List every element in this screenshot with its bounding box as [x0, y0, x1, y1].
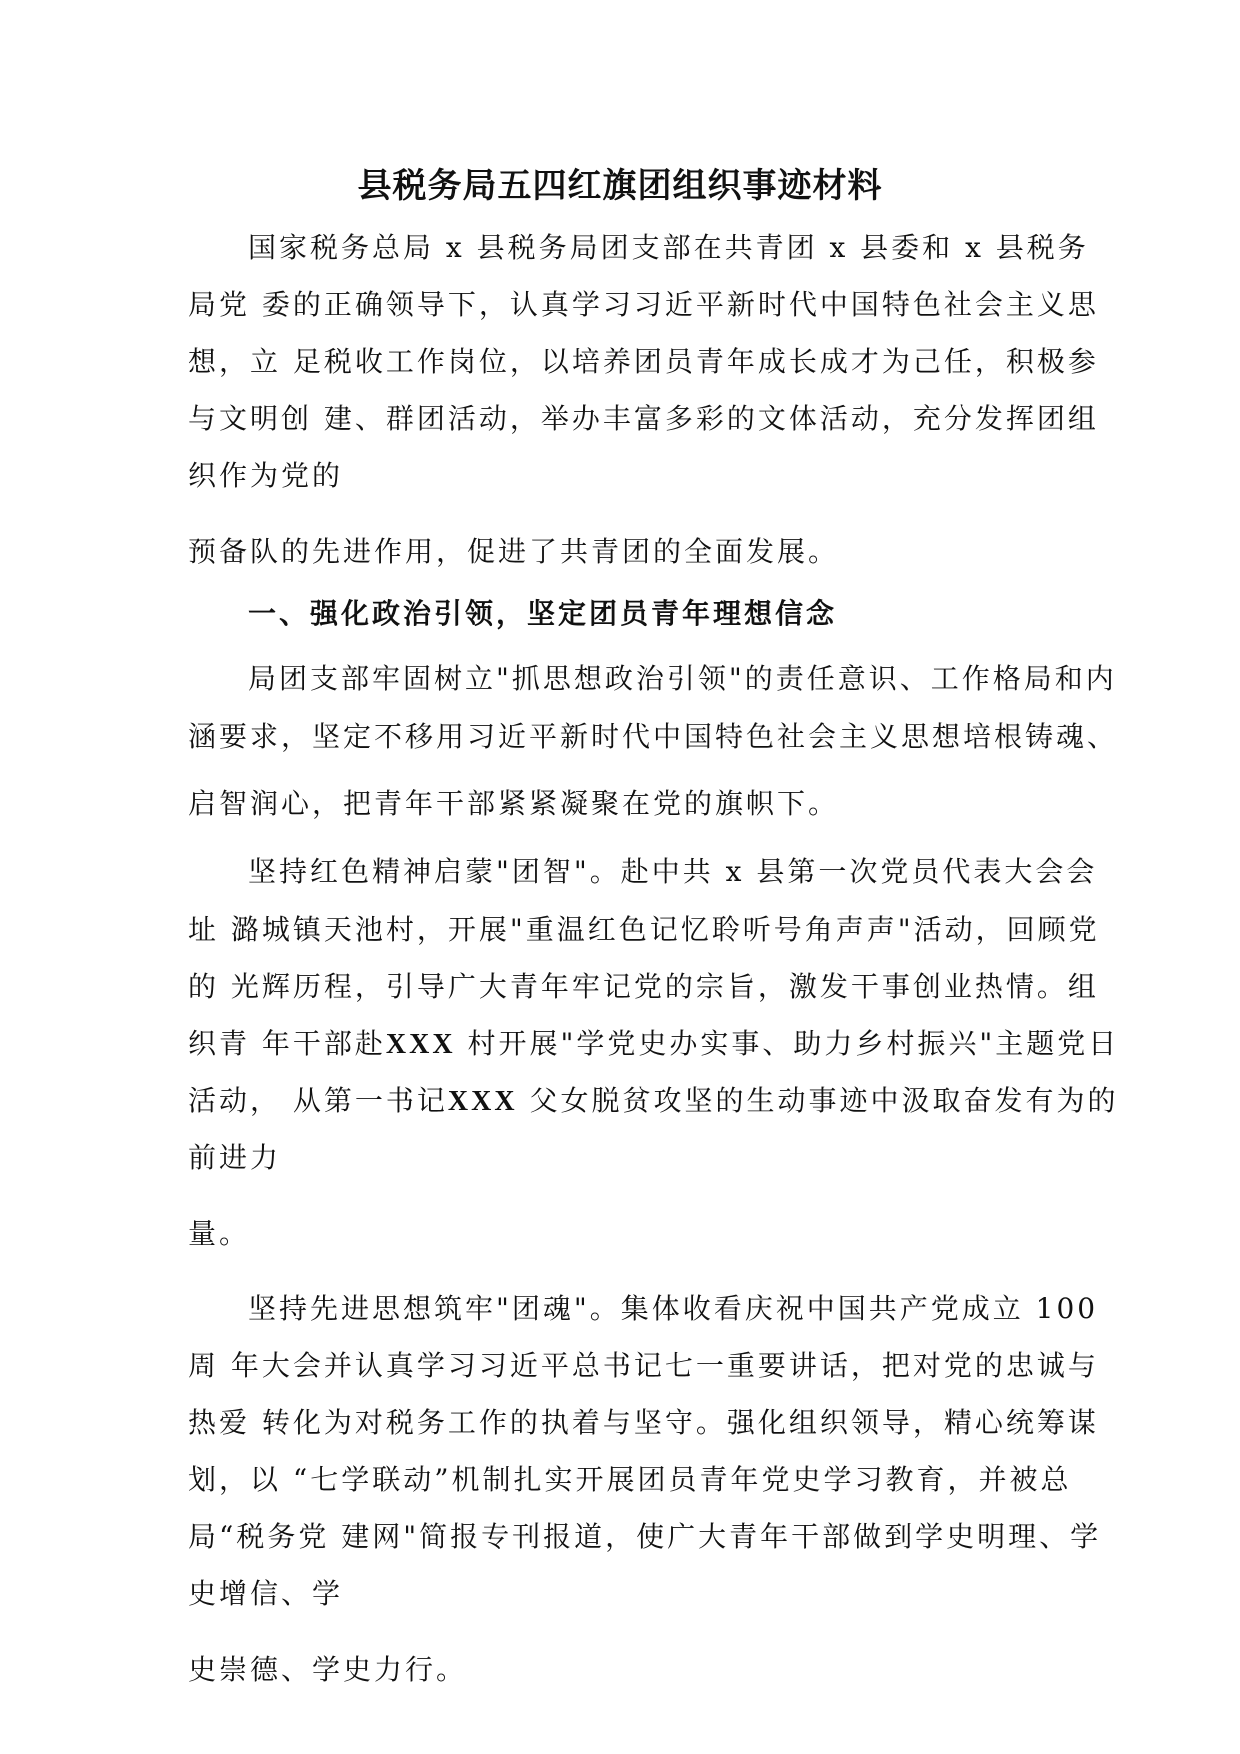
- text-run: 织青 年干部赴: [188, 1027, 386, 1060]
- section-heading-1: 一、强化政治引领，坚定团员青年理想信念: [248, 597, 838, 630]
- text-run: 村开展"学党史办实事、助力乡村振兴"主题党日: [455, 1027, 1120, 1060]
- paragraph-4-line-7: 史崇德、学史力行。: [188, 1653, 468, 1686]
- paragraph-3-line-3: 的 光辉历程，引导广大青年牢记党的宗旨，激发干事创业热情。组: [188, 970, 1099, 1003]
- paragraph-3-line-1: 坚持红色精神启蒙"团智"。赴中共 x 县第一次党员代表大会会: [248, 855, 1098, 888]
- paragraph-1-line-1: 国家税务总局 x 县税务局团支部在共青团 x 县委和 x 县税务: [248, 231, 1089, 264]
- paragraph-1-line-4: 与文明创 建、群团活动，举办丰富多彩的文体活动，充分发挥团组: [188, 402, 1099, 435]
- paragraph-1-line-2: 局党 委的正确领导下，认真学习习近平新时代中国特色社会主义思: [188, 288, 1099, 321]
- village-placeholder: XXX: [385, 1029, 456, 1060]
- paragraph-1-line-3: 想，立 足税收工作岗位，以培养团员青年成长成才为己任，积极参: [188, 345, 1099, 378]
- paragraph-4-line-6: 史增信、学: [188, 1577, 344, 1610]
- paragraph-2-line-3: 启智润心，把青年干部紧紧凝聚在党的旗帜下。: [188, 787, 840, 820]
- paragraph-3-line-5: [188, 1081, 1118, 1122]
- paragraph-2-line-1: 局团支部牢固树立"抓思想政治引领"的责任意识、工作格局和内: [248, 662, 1117, 695]
- paragraph-4-line-4: 划，以 “七学联动”机制扎实开展团员青年党史学习教育，并被总: [188, 1463, 1072, 1496]
- paragraph-3-line-2: 址 潞城镇天池村，开展"重温红色记忆聆听号角声声"活动，回顾党: [188, 913, 1100, 946]
- text-run: 活动， 从第一书记: [188, 1084, 448, 1117]
- paragraph-4-line-1: 坚持先进思想筑牢"团魂"。集体收看庆祝中国共产党成立 100: [248, 1292, 1099, 1325]
- paragraph-2-line-2: 涵要求，坚定不移用习近平新时代中国特色社会主义思想培根铸魂、: [188, 720, 1119, 753]
- text-run: 父女脱贫攻坚的生动事迹中汲取奋发有为的: [517, 1084, 1119, 1117]
- paragraph-1-line-6: 预备队的先进作用，促进了共青团的全面发展。: [188, 535, 840, 568]
- secretary-placeholder: XXX: [447, 1086, 518, 1117]
- paragraph-4-line-5: 局“税务党 建网"简报专刊报道，使广大青年干部做到学史明理、学: [188, 1520, 1102, 1553]
- paragraph-4-line-2: 周 年大会并认真学习习近平总书记七一重要讲话，把对党的忠诚与: [188, 1349, 1099, 1382]
- paragraph-4-line-3: 热爱 转化为对税务工作的执着与坚守。强化组织领导，精心统筹谋: [188, 1406, 1099, 1439]
- paragraph-3-line-7: 量。: [188, 1217, 251, 1250]
- paragraph-3-line-4: [188, 1024, 1119, 1065]
- paragraph-1-line-5: 织作为党的: [188, 459, 344, 492]
- document-title: 县税务局五四红旗团组织事迹材料: [357, 166, 883, 206]
- paragraph-3-line-6: 前进力: [188, 1141, 282, 1174]
